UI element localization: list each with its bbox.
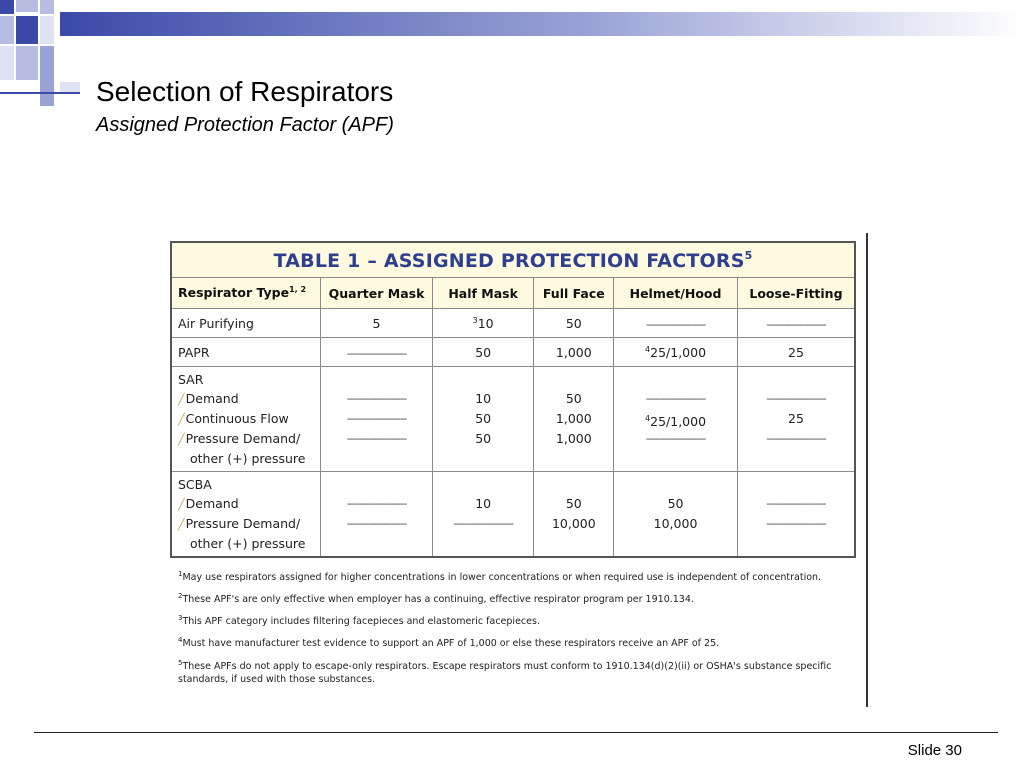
scba-demand-helmet: 50	[667, 496, 684, 511]
footnote	[178, 590, 848, 606]
scba-demand-text: Demand	[185, 496, 239, 511]
footnote-text: May use respirators assigned for higher concentrations in lower concentrations or when required use is independent of concentration.	[182, 572, 822, 584]
table-footnotes	[178, 568, 848, 692]
papr-quarter	[321, 338, 433, 367]
spacer	[433, 475, 534, 494]
sar-continuous-label	[178, 409, 320, 429]
footnote-text: These APFs do not apply to escape-only respirators. Escape respirators must conform to 1910.134(d)(2)(ii) or OSHA's substance specific standards, if used with those substances.	[178, 660, 832, 685]
sar-continuous-full: 1,000	[555, 411, 592, 426]
footer-divider	[34, 732, 998, 733]
footnote-number: 2	[178, 592, 183, 601]
dash-placeholder: --------------------	[346, 497, 407, 510]
dash-placeholder: --------------------	[645, 317, 706, 331]
sar-pressure-full: 1,000	[555, 431, 592, 446]
papr-helmet-sup: 4	[645, 344, 651, 354]
dash-placeholder: --------------------	[766, 517, 826, 530]
dash-placeholder: --------------------	[645, 392, 706, 405]
scba-helmet	[614, 472, 738, 558]
air-purifying-quarter: 5	[321, 309, 433, 338]
air-purifying-helmet	[614, 309, 738, 338]
footnote-number: 4	[178, 636, 183, 645]
air-purifying-full: 50	[534, 309, 614, 338]
slide-number: Slide 30	[907, 742, 962, 759]
header-loose-fitting: Loose-Fitting	[737, 278, 855, 309]
spacer	[321, 370, 432, 389]
sar-demand-half: 10	[475, 391, 492, 406]
header-type-text: Respirator Type	[178, 285, 290, 301]
sar-continuous-helmet-value: 25/1,000	[650, 414, 707, 429]
sar-quarter	[321, 367, 433, 472]
air-purifying-half	[432, 309, 534, 338]
scba-half	[432, 472, 534, 558]
row-scba	[171, 472, 855, 558]
dash-placeholder: --------------------	[645, 432, 706, 445]
leaf-bullet-icon: ╱	[178, 498, 185, 511]
sar-continuous-half: 50	[475, 411, 492, 426]
spacer	[534, 370, 613, 389]
sar-demand-label	[178, 389, 320, 409]
table-caption-text: TABLE 1 – ASSIGNED PROTECTION FACTORS	[273, 249, 745, 272]
scba-demand-label	[178, 494, 320, 514]
sar-pressure-half: 50	[475, 431, 492, 446]
sar-demand-full: 50	[565, 391, 582, 406]
sar-pressure-label	[178, 429, 320, 449]
spacer	[534, 475, 613, 494]
table-caption	[171, 242, 855, 278]
spacer	[738, 370, 854, 389]
air-purifying-half-sup: 3	[472, 315, 478, 325]
row-papr	[171, 338, 855, 367]
dash-placeholder: --------------------	[346, 432, 407, 445]
papr-loose: 25	[737, 338, 855, 367]
scba-pressure-full: 10,000	[551, 516, 596, 531]
scba-types	[171, 472, 321, 558]
sar-types	[171, 367, 321, 472]
sar-label: SAR	[178, 372, 204, 387]
sar-half	[432, 367, 534, 472]
vertical-divider	[866, 233, 868, 707]
spacer	[321, 475, 432, 494]
spacer	[433, 370, 534, 389]
dash-placeholder: --------------------	[346, 392, 407, 405]
leaf-bullet-icon: ╱	[178, 433, 185, 446]
apf-table	[170, 241, 856, 558]
leaf-bullet-icon: ╱	[178, 393, 185, 406]
scba-label: SCBA	[178, 477, 212, 492]
dash-placeholder: --------------------	[766, 317, 826, 331]
table-caption-sup: 5	[744, 248, 753, 262]
footnote-text: Must have manufacturer test evidence to support an APF of 1,000 or else these respirators receive an APF of 25.	[182, 638, 720, 650]
scba-full	[534, 472, 614, 558]
sar-demand-text: Demand	[185, 391, 239, 406]
dash-placeholder: --------------------	[346, 346, 407, 360]
air-purifying-label: Air Purifying	[171, 309, 321, 338]
scba-pressure-text: Pressure Demand/	[185, 516, 301, 531]
scba-pressure-label-2: other (+) pressure	[190, 536, 306, 551]
footnote-number: 5	[178, 658, 183, 667]
sar-continuous-text: Continuous Flow	[185, 411, 289, 426]
slide-subtitle: Assigned Protection Factor (APF)	[96, 114, 394, 136]
footnote	[178, 612, 848, 628]
dash-placeholder: --------------------	[453, 517, 513, 530]
footnote-number: 1	[178, 570, 183, 578]
table-header-row	[171, 278, 855, 309]
dash-placeholder: --------------------	[766, 392, 826, 405]
papr-helmet-value: 25/1,000	[650, 344, 707, 360]
scba-pressure-helmet: 10,000	[653, 516, 698, 531]
spacer	[738, 475, 854, 494]
footnote-number: 3	[178, 614, 183, 623]
header-full-face: Full Face	[534, 278, 614, 309]
sar-pressure-label-2: other (+) pressure	[190, 451, 306, 466]
papr-full: 1,000	[534, 338, 614, 367]
sar-continuous-helmet	[614, 409, 737, 429]
row-air-purifying	[171, 309, 855, 338]
footnote-text: This APF category includes filtering facepieces and elastomeric facepieces.	[182, 616, 540, 628]
header-respirator-type	[171, 278, 321, 309]
leaf-bullet-icon: ╱	[178, 518, 185, 531]
scba-pressure-label	[178, 514, 320, 534]
sar-full	[534, 367, 614, 472]
sar-continuous-loose: 25	[788, 411, 804, 426]
scba-loose	[737, 472, 855, 558]
header-half-mask: Half Mask	[432, 278, 534, 309]
header-quarter-mask: Quarter Mask	[321, 278, 433, 309]
papr-label: PAPR	[171, 338, 321, 367]
footnote	[178, 634, 848, 650]
papr-helmet	[614, 338, 738, 367]
row-sar	[171, 367, 855, 472]
header-type-sup: 1, 2	[289, 285, 307, 295]
slide-title: Selection of Respirators	[96, 76, 394, 107]
dash-placeholder: --------------------	[346, 412, 407, 425]
scba-quarter	[321, 472, 433, 558]
air-purifying-loose	[737, 309, 855, 338]
header-helmet-hood: Helmet/Hood	[614, 278, 738, 309]
dash-placeholder: --------------------	[766, 497, 826, 510]
papr-half: 50	[432, 338, 534, 367]
footnote	[178, 657, 848, 686]
table-caption-row	[171, 242, 855, 278]
dash-placeholder: --------------------	[766, 432, 826, 445]
dash-placeholder: --------------------	[346, 517, 407, 530]
sar-helmet	[614, 367, 738, 472]
sar-continuous-helmet-sup: 4	[645, 414, 651, 423]
footnote-text: These APF's are only effective when employer has a continuing, effective respirator program per 1910.134.	[182, 594, 694, 606]
footnote	[178, 568, 848, 584]
spacer	[614, 370, 737, 389]
leaf-bullet-icon: ╱	[178, 413, 185, 426]
air-purifying-half-value: 10	[477, 315, 494, 331]
sar-loose	[737, 367, 855, 472]
sar-pressure-text: Pressure Demand/	[185, 431, 301, 446]
scba-demand-half: 10	[475, 496, 492, 511]
spacer	[614, 475, 737, 494]
scba-demand-full: 50	[565, 496, 582, 511]
